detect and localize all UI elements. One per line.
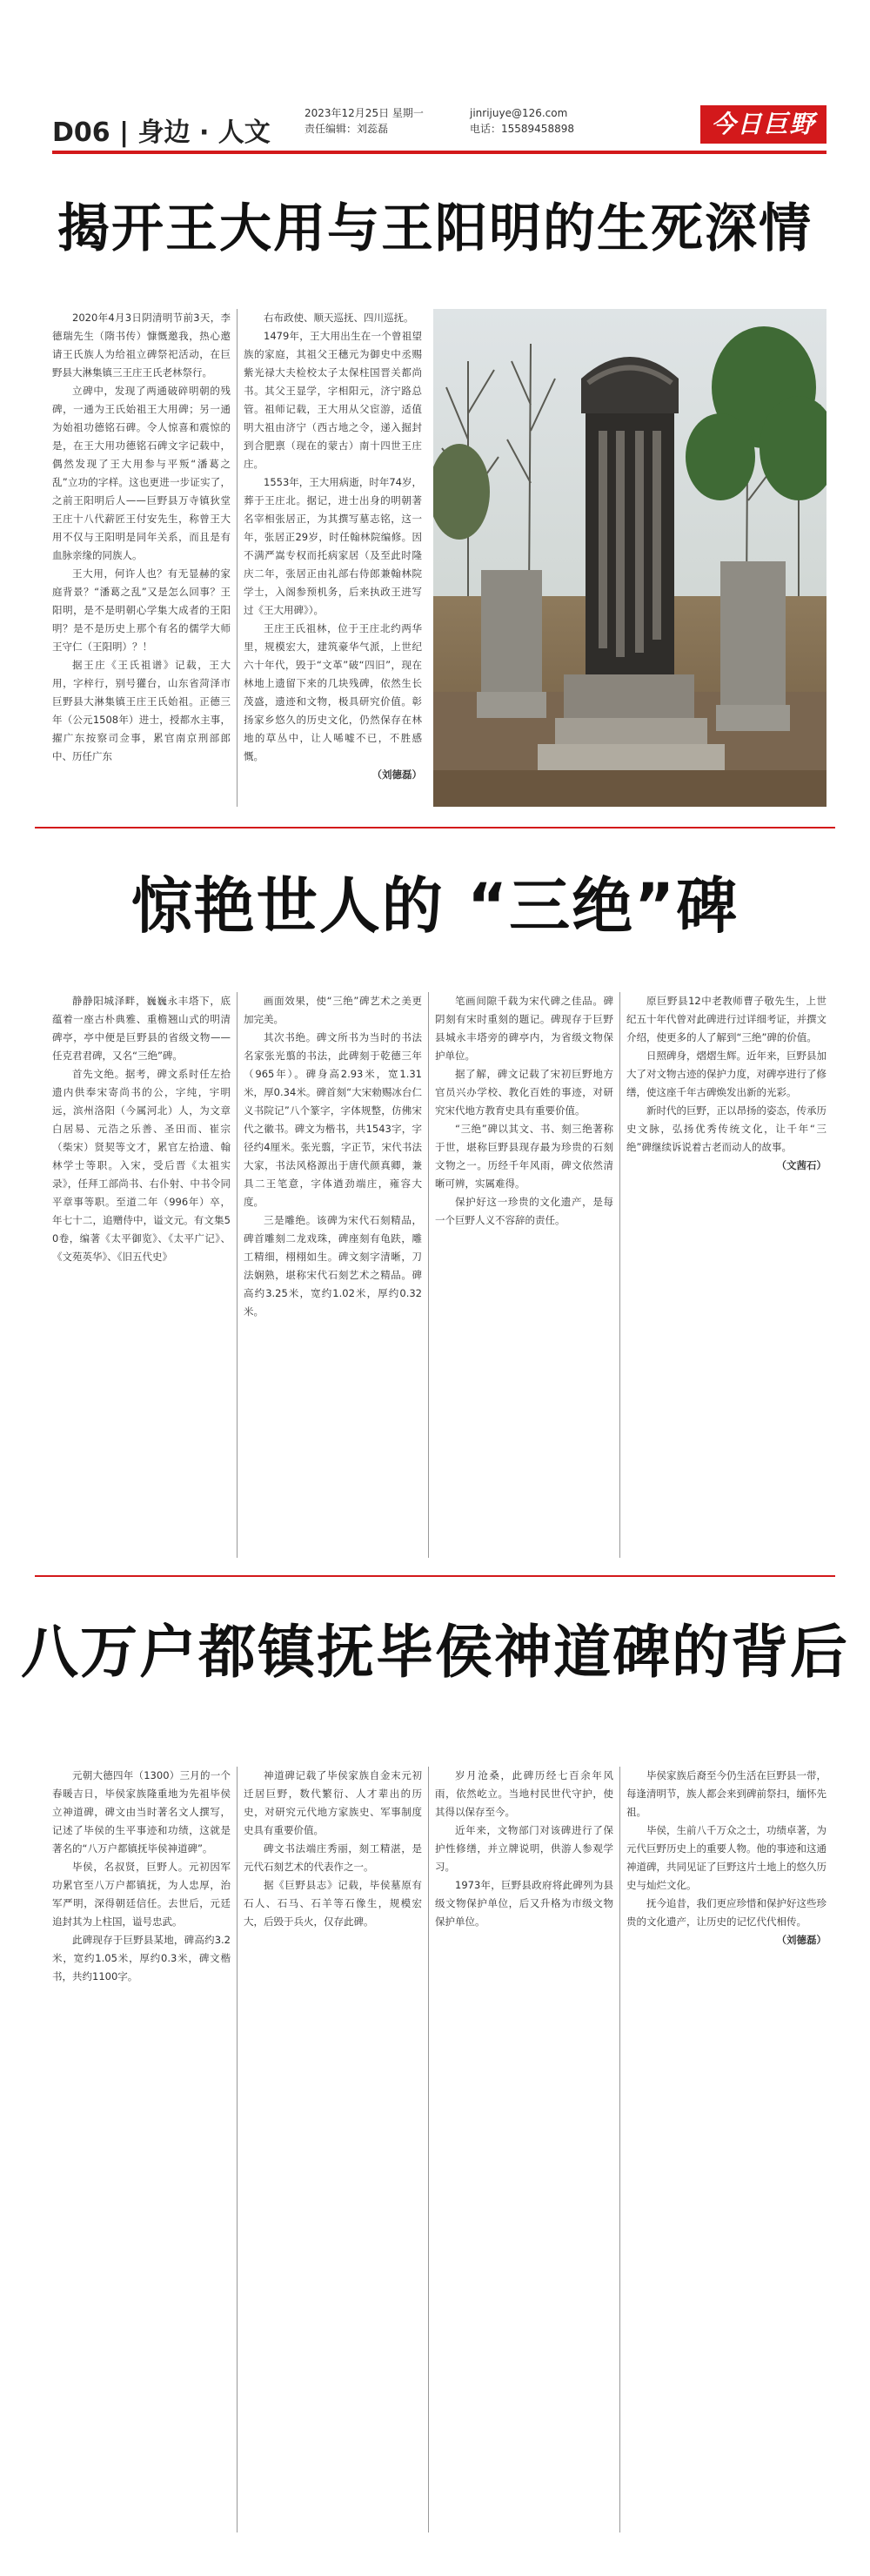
paragraph: 原巨野县12中老教师曹子敬先生，上世纪五十年代曾对此碑进行过详细考证，并撰文介绍，使更多的人了解到“三绝”碑的价值。 <box>626 995 826 1043</box>
paragraph: 毕侯家族后裔至今仍生活在巨野县一带，每逢清明节，族人都会来到碑前祭扫，缅怀先祖。 <box>626 1769 826 1818</box>
column-rule <box>237 1767 238 2532</box>
page-number: D06 | 身边 · 人文 <box>52 117 271 148</box>
paragraph: 毕侯，生前八千万众之士，功绩卓著，为元代巨野历史上的重要人物。他的事迹和这通神道碑，共同见证了巨野这片土地上的悠久历史与灿烂文化。 <box>626 1824 826 1891</box>
column-rule <box>237 309 238 807</box>
column-rule <box>428 1767 429 2532</box>
newspaper-logo: 今日巨野 <box>700 105 826 144</box>
paragraph: 抚今追昔，我们更应珍惜和保护好这些珍贵的文化遗产，让历史的记忆代代相传。 <box>626 1897 826 1928</box>
article3-title: 八万户都镇抚毕侯神道碑的背后 <box>21 1619 849 1686</box>
paragraph: 日照碑身，熠熠生辉。近年来，巨野县加大了对文物古迹的保护力度，对碑亭进行了修缮，使这座千年古碑焕发出新的光彩。 <box>626 1050 826 1098</box>
article2-col4 <box>626 992 826 1558</box>
section-divider <box>35 827 835 828</box>
article1-col1 <box>52 309 231 807</box>
paragraph: 此碑现存于巨野县某地，碑高约3.2米，宽约1.05米，厚约0.3米，碑文楷书，共约1100字。 <box>52 1934 231 1982</box>
issue-date: 2023年12月25日 星期一 <box>304 107 424 119</box>
paragraph: 立碑中，发现了两通破碎明朝的残碑，一通为王氏始祖王大用碑；另一通为始祖功德铭石碑。令人惊喜和震惊的是，在王大用功德铭石碑文字记载中，偶然发现了王大用参与平叛“潘葛之乱”立功的字样。这也更进一步证实了，之前王阳明后人——巨野县万寺镇狄堂王庄十八代薪匠王付安先生，称曾王大用不仅与王阳明是同年关系，而且是有血脉亲缘的同族人。 <box>52 385 231 561</box>
article3-col1 <box>52 1767 231 2532</box>
section-divider <box>35 1575 835 1577</box>
paragraph: 1973年，巨野县政府将此碑列为县级文物保护单位，后又升格为市级文物保护单位。 <box>435 1879 613 1928</box>
paragraph: 首先文绝。据考，碑文系时任左拾遗内供奉宋寄尚书的公，字纯，宇明远，滨州洛阳（今属河北）人，为文章白居易、元浩之乐善、圣田而、崔宗（柴宋）贤契等文才，累官左拾遗、翰林学士等职。入宋，受后晋《太祖实录》，任拜工部尚书、右仆射、中书令同平章事等职。至道二年（996年）卒，年七十二，追赠侍中，谥文元。有文集50卷，编著《太平御览》、《太平广记》、《文苑英华》、《旧五代史》 <box>52 1068 231 1263</box>
paragraph: 神道碑记载了毕侯家族自金末元初迁居巨野，数代繁衍、人才辈出的历史，对研究元代地方家族史、军事制度史具有重要价值。 <box>244 1769 422 1836</box>
paragraph: 毕侯，名叔贤，巨野人。元初因军功累官至八万户都镇抚，为人忠厚，治军严明，深得朝廷信任。去世后，元廷追封其为上柱国，谥号忠武。 <box>52 1861 231 1928</box>
paragraph: 三是雕绝。该碑为宋代石刻精品，碑首雕刻二龙戏珠，碑座刻有龟趺，雕工精细，栩栩如生。碑文刻字清晰，刀法娴熟，堪称宋代石刻艺术之精品。碑高约3.25米，宽约1.02米，厚约0.32米。 <box>244 1214 422 1318</box>
paragraph: 碑文书法端庄秀丽，刻工精湛，是元代石刻艺术的代表作之一。 <box>244 1842 422 1873</box>
column-rule <box>237 992 238 1558</box>
editor: 责任编辑：刘蕊磊 <box>304 123 389 135</box>
paragraph: 1553年，王大用病逝，时年74岁，葬于王庄北。据记，进士出身的明朝著名宰相张居正，为其撰写墓志铭，这一年，张居正29岁，时任翰林院编修。因不满严嵩专权而托病家居（及至此时隆庆二年，张居正由礼部右侍郎兼翰林院学士，入阁参预机务，后来执政王进写过《王大用碑》）。 <box>244 476 422 616</box>
article2-col2 <box>244 992 422 1558</box>
paragraph: 据王庄《王氏祖谱》记载，王大用，字梓行，别号獾台，山东省菏泽市巨野县大淋集镇王庄王氏始祖。正德三年（公元1508年）进士，授都水主事，擢广东按察司佥事，累官南京刑部郎中、历任广东 <box>52 659 231 762</box>
paragraph: 其次书绝。碑文所书为当时的书法名家张光翦的书法，此碑刻于乾德三年（965年）。碑身高2.93米，宽1.31米，厚0.34米。碑首刻“大宋勑赐冰台仁义书院记”八个篆字，字体规整，仿佛宋代之徽书。碑文为楷书，共1543字，字径约4厘米。张光翦，字正节，宋代书法大家，书法风格源出于唐代颜真卿，兼具二王笔意，字体遒劲端庄，雍容大度。 <box>244 1031 422 1208</box>
article1-col2 <box>244 309 422 807</box>
column-rule <box>619 1767 620 2532</box>
column-rule <box>428 992 429 1558</box>
paragraph: 王大用，何许人也？有无显赫的家庭背景？“潘葛之乱”又是怎么回事？王阳明，是不是明朝心学集大成者的王阳明？是不是历史上那个有名的儒学大师王守仁（王阳明）？！ <box>52 567 231 653</box>
paragraph: 新时代的巨野，正以昂扬的姿态，传承历史文脉，弘扬优秀传统文化，让千年“三绝”碑继续诉说着古老而动人的故事。 <box>626 1104 826 1153</box>
paragraph: 保护好这一珍贵的文化遗产，是每一个巨野人义不容辞的责任。 <box>435 1196 613 1226</box>
paragraph: 岁月沧桑，此碑历经七百余年风雨，依然屹立。当地村民世代守护，使其得以保存至今。 <box>435 1769 613 1818</box>
paragraph: 右布政使、顺天巡抚、四川巡抚。 <box>264 312 414 324</box>
article2-credit: （文茜石） <box>776 1159 826 1171</box>
article1-credit: （刘德磊） <box>371 768 422 781</box>
paragraph: 元朝大德四年（1300）三月的一个春暖吉日，毕侯家族隆重地为先祖毕侯立神道碑，碑文由当时著名文人撰写，记述了毕侯的生平事迹和功绩，这就是著名的“八万户都镇抚毕侯神道碑”。 <box>52 1769 231 1855</box>
paragraph: 据了解，碑文记载了宋初巨野地方官员兴办学校、教化百姓的事迹，对研究宋代地方教育史具有重要价值。 <box>435 1068 613 1117</box>
article2-title: 惊艳世人的 “三绝”碑 <box>130 870 740 942</box>
phone: 电话：15589458898 <box>470 123 574 135</box>
column-rule <box>619 992 620 1558</box>
stele-photo <box>433 309 826 807</box>
paragraph: 静静阳城泽畔，巍巍永丰塔下，底蕴着一座古朴典雅、重檐翘山式的明清碑亭，亭中便是巨野县的省级文物——任克君君碑，又名“三绝”碑。 <box>52 995 231 1062</box>
article3-col4 <box>626 1767 826 2532</box>
paragraph: 王庄王氏祖林，位于王庄北约两华里，规模宏大，建筑豪华气派，上世纪六十年代，毁于“文革”破“四旧”，现在林地上遗留下来的几块残碑，依然生长茂盛，遗迹和文物，极具研究价值。彰扬家乡悠久的历史文化，仍然保存在林地的草丛中，让人唏嘘不已，不胜感慨。 <box>244 622 422 762</box>
paragraph: 据《巨野县志》记载，毕侯墓原有石人、石马、石羊等石像生，规模宏大，后毁于兵火，仅存此碑。 <box>244 1879 422 1928</box>
email: jinrijuye@126.com <box>470 107 568 119</box>
paragraph: “三绝”碑以其文、书、刻三绝著称于世，堪称巨野县现存最为珍贵的石刻文物之一。历经千年风雨，碑文依然清晰可辨，实属难得。 <box>435 1123 613 1190</box>
article3-col3 <box>435 1767 613 2532</box>
paragraph: 1479年，王大用出生在一个曾祖望族的家庭，其祖父王穗元为御史中丞赐紫光禄大夫检校太子太保柱国晋关都尚书。其父王显学，字相阳元，济宁路总管。祖师记载，王大用从父宦游，适值明大祖由济宁（西古地之令，递入掘封到合肥禀（现在的蒙古）南十四世王庄庄。 <box>244 330 422 470</box>
paragraph: 近年来，文物部门对该碑进行了保护性修缮，并立牌说明，供游人参观学习。 <box>435 1824 613 1873</box>
paragraph: 2020年4月3日阴清明节前3天，李德瑞先生（隋书传）慷慨邀我，热心邀请王氏族人为给祖立碑祭祀活动，在巨野县大淋集镇三王庄王氏老林祭行。 <box>52 312 231 379</box>
paragraph: 画面效果，使“三绝”碑艺术之美更加完美。 <box>244 995 422 1025</box>
page-header <box>52 100 826 154</box>
article2-col3 <box>435 992 613 1558</box>
article1-title: 揭开王大用与王阳明的生死深情 <box>57 198 813 259</box>
article3-col2 <box>244 1767 422 2532</box>
issue-meta <box>304 105 424 137</box>
article3-credit: （刘德磊） <box>776 1934 826 1946</box>
paragraph: 笔画间隙千载为宋代碑之佳品。碑阴刻有宋时重刻的题记。碑现存于巨野县城永丰塔旁的碑亭内，为省级文物保护单位。 <box>435 995 613 1062</box>
contact-info <box>470 105 574 137</box>
article2-col1 <box>52 992 231 1558</box>
